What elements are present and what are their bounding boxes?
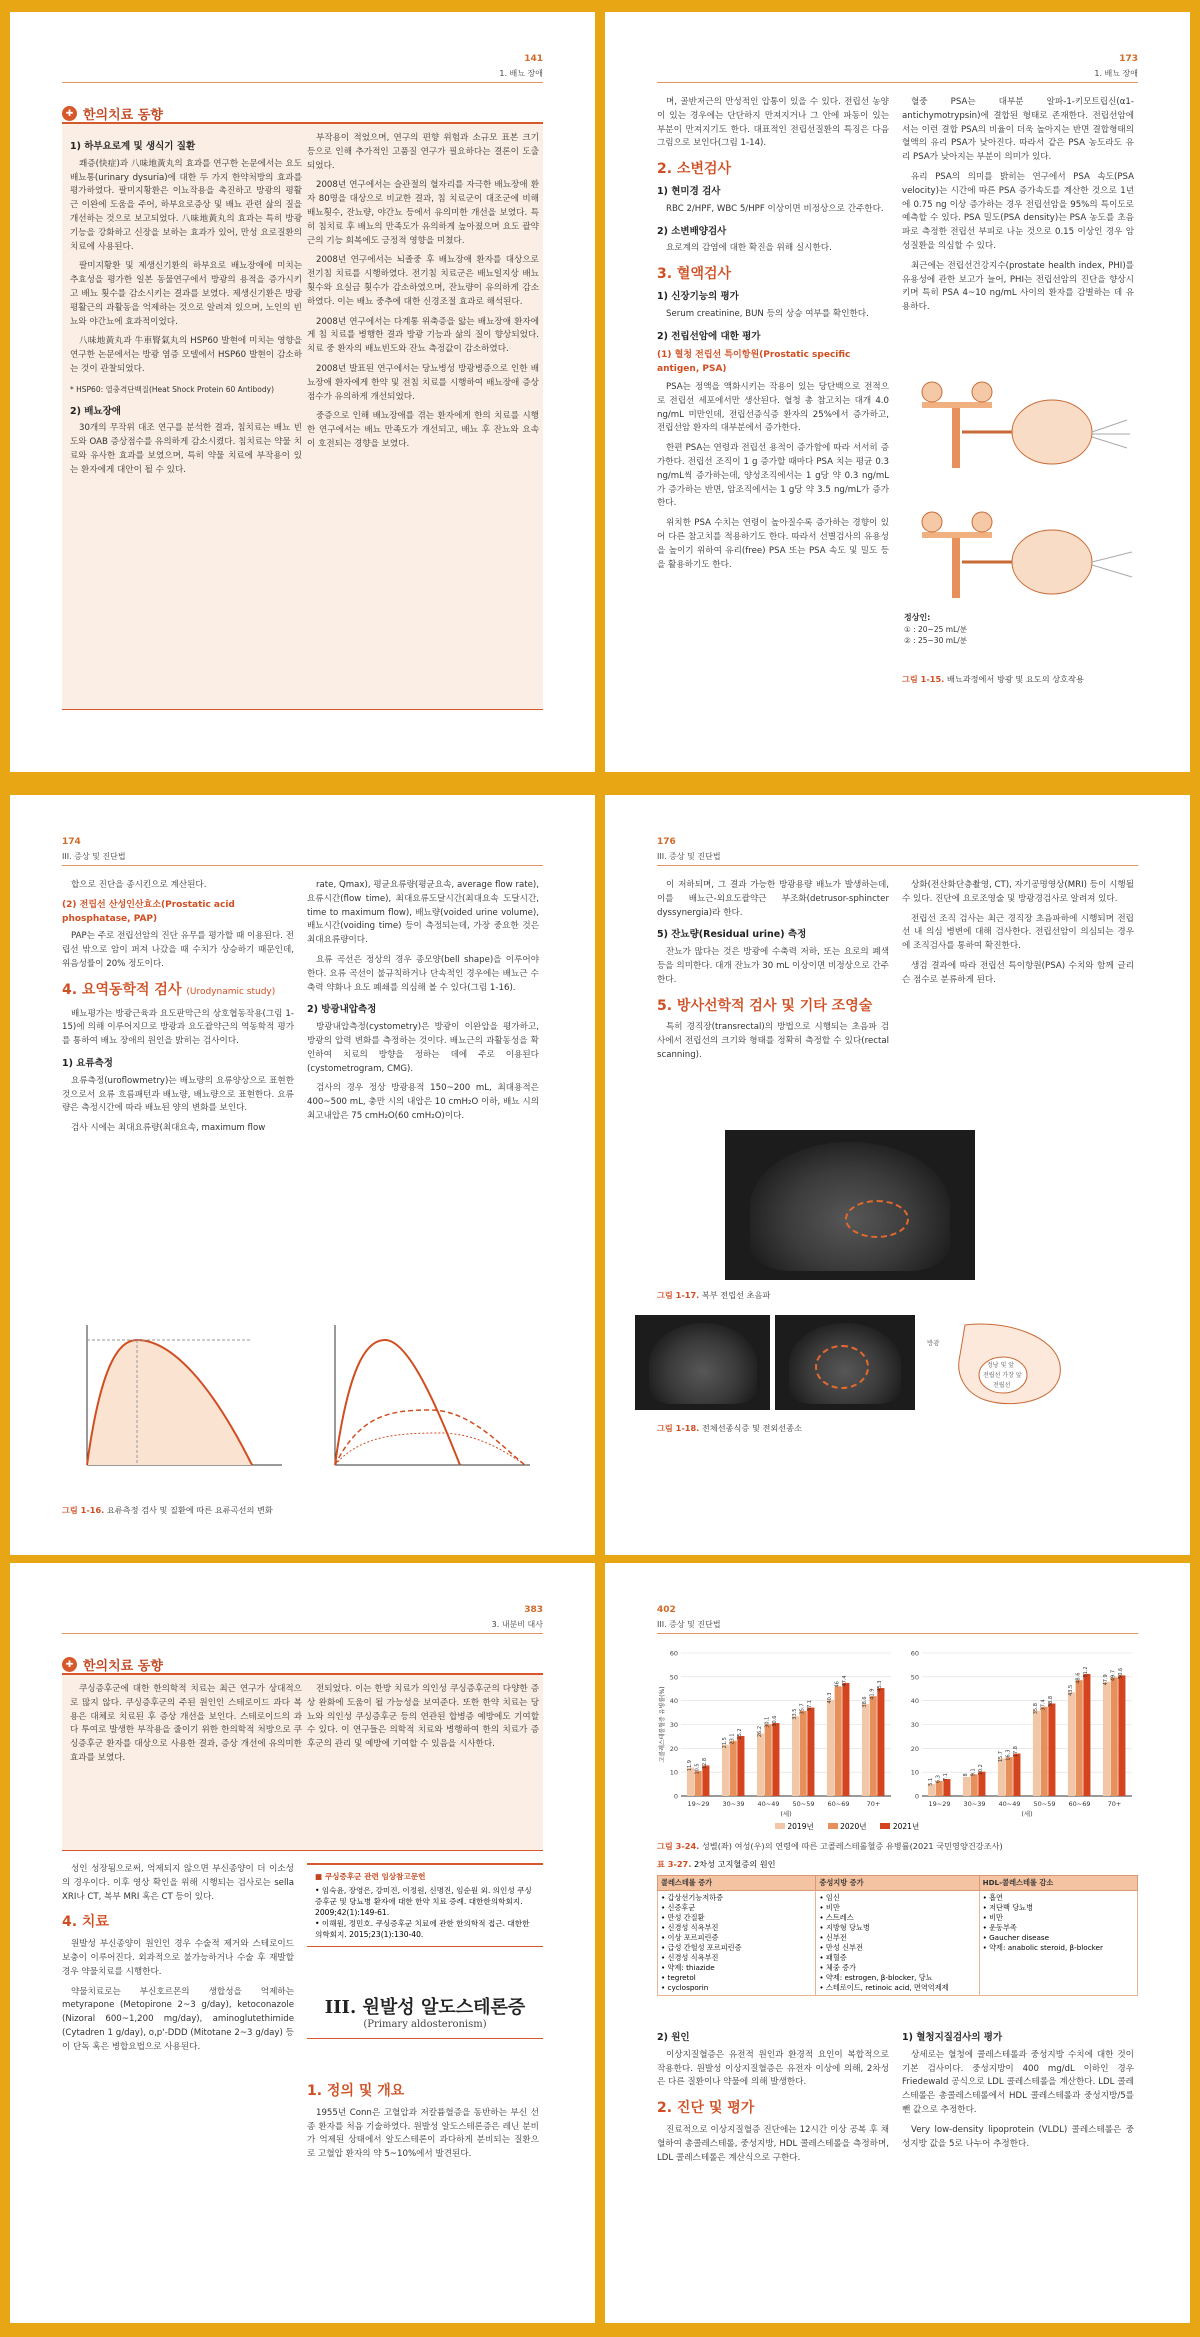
paragraph: 중증으로 인해 배뇨장애를 겪는 환자에게 한의 치료를 시행한 연구에서는 배뇨 만족도가 개선되고, 배뇨 후 잔뇨와 요속이 호전되는 경향을 보였다. [307,411,539,449]
subsection-heading: 2) 소변배양검사 [657,225,727,237]
data-label: 5.1 [927,1777,934,1786]
legend-swatch [880,1823,890,1829]
data-label: 10.5 [694,1763,701,1775]
data-label: 37.1 [807,1700,814,1712]
bar [800,1711,807,1796]
paragraph: 부작용이 적었으며, 연구의 편향 위험과 소규모 표본 크기 등으로 인해 추가적인 고품질 연구가 필요하다는 결론이 도출되었다. [307,133,539,171]
figure-caption [62,1505,273,1516]
page-number: 402 [657,1605,676,1615]
box-title-text: 한의치료 동향 [83,1659,163,1674]
paragraph: 며, 골반저근의 만성적인 압통이 있을 수 있다. 전립선 농양이 있는 경우에는 단단하지 만져지거나 그 안에 파동이 있는 부분이 만져지기도 한다. 대표적인 전립선질환의 특징은 다음 그림으로 보인다(그림 1-14). [657,97,889,149]
reference-box [307,1863,543,1947]
subsubsection-heading: (1) 혈청 전립선 특이항원(Prostatic specific antigen, PSA) [657,350,851,375]
paragraph: Very low-density lipoprotein (VLDL) 콜레스테롤은 중성지방 값을 5로 나누어 추정한다. [902,2124,1134,2149]
uroflow-curve [62,1315,287,1490]
y-tick-label: 30 [669,1721,678,1729]
running-header: 1. 배뇨 장애 [499,69,543,78]
heading-english: (Urodynamic study) [186,986,276,997]
data-label: 25.2 [737,1728,744,1740]
annotation-ring [845,1200,909,1238]
bar-chart-male [657,1643,897,1818]
bar [862,1704,869,1796]
data-label: 30.6 [772,1715,779,1727]
caption-text: 배뇨과정에서 방광 및 요도의 상호작용 [946,674,1084,684]
data-label: 37.4 [1040,1699,1047,1711]
x-tick-label: 19~29 [928,1800,951,1808]
section-heading: 1) 하부요로계 및 생식기 질환 [70,141,196,152]
table-cell: • 임신 • 비만 • 스트레스 • 지방형 당뇨병 • 신부전 • 만성 신부전 • 패혈증 • 체중 증가 • 약제: estrogen, β-blocker, 당뇨 • 스테로이드, retinoic acid, 면역억제제 [816,1891,979,1996]
y-tick-label: 60 [669,1649,678,1658]
flow-pattern-chart [310,1315,540,1490]
x-tick-label: 50~59 [792,1800,815,1808]
paragraph: 30개의 무작위 대조 연구를 분석한 결과, 침치료는 배뇨 빈도와 OAB 증상점수를 유의하게 감소시켰다. 침치료는 약물 치료와 유사한 효과를 보였으며, 특히 약물 치료에 부작용이 있는 환자에게 대안이 될 수 있다. [70,423,302,475]
label-seminal: 정낭 및 앞 [987,1362,1014,1369]
paragraph: 요로계의 감염에 대한 확진을 위해 실시한다. [666,243,832,254]
box-title [62,1655,163,1674]
data-label: 35.8 [1032,1703,1039,1715]
right-column [902,96,1134,346]
data-label: 12.8 [702,1757,709,1770]
y-tick-label: 60 [910,1649,919,1658]
data-label: 23.1 [729,1733,736,1745]
subsection-heading: (2) 전립선 산성인산효소(Prostatic acid phosphatase, PAP) [62,899,235,924]
bar [1013,1754,1020,1796]
bar [1111,1678,1118,1796]
section-heading: 4. 치료 [62,1914,109,1931]
left-column [657,2023,889,2303]
paragraph: 원발성 부신종양이 원인인 경우 수술적 제거와 스테로이드 보충이 이루어진다. 외과적으로 불가능하거나 수술 후 재발할 경우 약물치료를 시행한다. [62,1939,294,1977]
y-tick-label: 50 [910,1673,919,1682]
right-column [307,879,539,1299]
paragraph: 성인 성장됨으로써, 억제되지 않으면 부신종양이 더 이소성 의 경우이다. 이후 영상 확인을 위해 시행되는 검사로는 sella XRI나 CT, 복부 MRI 혹은 CT 등이 있다. [62,1864,294,1902]
x-tick-label: 40~49 [757,1800,780,1808]
causes-table [657,1875,1138,1996]
caption-text: 성별(좌) 여성(우)의 연령에 따른 고콜레스테롤혈증 유병률(2021 국민영양건강조사) [701,1841,1003,1851]
ultrasound-image-3 [775,1315,915,1410]
y-tick-label: 20 [910,1744,919,1753]
header-rule [62,1633,543,1634]
y-tick-label: 50 [669,1673,678,1682]
table-title: 2차성 고지혈증의 원인 [693,1859,776,1869]
paragraph: 검사 시에는 최대요류량(최대요속, maximum flow [71,1123,266,1134]
page-176 [605,795,1190,1555]
data-label: 47.4 [842,1675,849,1687]
paragraph: 생검 결과에 따라 전립선 특이항원(PSA) 수치와 함께 글리슨 점수로 분류하게 된다. [902,960,1134,985]
data-label: 6.3 [935,1775,942,1783]
page-174 [10,795,595,1555]
y-tick-label: 40 [669,1697,678,1706]
reference-item: • 이해원, 정민호. 쿠싱증후군 치료에 관한 한의학적 접근. 대한한의학회지. 2015;23(1):130-40. [315,1919,530,1939]
bar [730,1741,737,1796]
running-header: III. 증상 및 진단법 [657,852,721,861]
running-header: III. 증상 및 진단법 [657,1620,721,1629]
bar [792,1716,799,1796]
data-label: 17.8 [1013,1746,1020,1758]
bar [1103,1682,1110,1796]
figure-caption [657,1841,1003,1852]
data-label: 46 [834,1681,841,1688]
bar [737,1736,744,1796]
legend-item [828,1821,867,1832]
table-cell: • 흡연 • 저단백 당뇨병 • 비만 • 운동부족 • Gaucher disease • 약제: anabolic steroid, β-blocker [979,1891,1137,1996]
bar [1118,1675,1125,1796]
paragraph: 배뇨평가는 방광근육과 요도판막근의 상호협동작용(그림 1-15)에 의해 이루어지므로 방광과 요도괄약근의 역동학적 평가를 통하여 배뇨 장애의 원인을 밝히는 검사이다. [62,1008,294,1047]
reference-title: ■ 쿠싱증후군 관련 임상참고문헌 [315,1872,426,1881]
header-rule [62,865,543,866]
box-right-column [307,1683,539,1838]
legend-item [775,1821,814,1832]
paragraph: 요류측정(uroflowmetry)는 배뇨량의 요류양상으로 표현한 것으로서 요류 흐름패턴과 배뇨량, 배뇨량으로 표현한다. 요류량은 측정시간에 따라 배뇨된 양의 변화를 보인다. [62,1075,294,1114]
data-label: 21.5 [721,1737,728,1749]
data-label: 45.3 [877,1680,884,1692]
data-label: 33.5 [791,1708,798,1720]
x-axis-label: (세) [780,1810,792,1818]
x-tick-label: 40~49 [998,1800,1021,1808]
page-141 [10,12,595,772]
header-rule [657,865,1138,866]
subsection-heading: 1) 신장기능의 평가 [657,290,739,302]
bar [1048,1704,1055,1796]
left-column [657,879,889,1119]
page-number: 174 [62,837,81,847]
chapter-title-text: III. 원발성 알도스테론증 [324,1997,526,2018]
data-label: 30.1 [764,1716,771,1728]
data-label: 16.3 [1005,1749,1012,1761]
bar [757,1734,764,1796]
data-label: 48.6 [1075,1672,1082,1684]
data-label: 15.7 [997,1751,1004,1763]
x-tick-label: 30~39 [722,1800,745,1808]
data-label: 51.2 [1083,1666,1090,1678]
bladder-figure [902,362,1138,662]
running-header: 1. 배뇨 장애 [1094,69,1138,78]
data-label: 43.5 [1067,1684,1074,1696]
box-left-column [70,1683,302,1838]
data-label: 41.9 [869,1688,876,1700]
paragraph: 요류 곡선은 정상의 경우 종모양(bell shape)을 이루어야 한다. 요류 곡선이 불규칙하거나 단속적인 경우에는 배뇨근 수축력 약화나 요도 폐쇄를 의심해 볼 수 있다(그림 1-16). [307,954,539,993]
caption-text: 요류측정 검사 및 질환에 따른 요류곡선의 변화 [106,1505,273,1515]
bar [765,1724,772,1796]
page-402 [605,1563,1190,2323]
paragraph: 특히 경직장(transrectal)의 방법으로 시행되는 초음파 검사에서 전립선의 크기와 형태를 정확히 측정할 수 있다(rectal scanning). [657,1022,889,1060]
y-tick-label: 30 [910,1721,919,1729]
legend-swatch [828,1823,838,1829]
paragraph: 쿠싱증후군에 대한 한의학적 치료는 최근 연구가 상대적으로 많지 않다. 쿠싱증후군의 주된 원인인 스테로이드 과다 복용은 대체로 치료된 후 증상 개선을 보인다. 스테로이드의 과다 투여로 발생한 부작용을 줄이기 위한 한의학적 처방으로 쿠싱증후군 환자를 대상으로 사용한 결과, 증상 개선에 유의미한 효과를 보였다. [70,1684,302,1763]
header-rule [62,82,543,83]
header-rule [657,82,1138,83]
legend-label: 2019년 [787,1822,814,1831]
data-label: 35.7 [799,1703,806,1715]
table-header: HDL-콜레스테롤 감소 [979,1876,1137,1891]
page-173 [605,12,1190,772]
section-heading: 2. 소변검사 [657,161,732,178]
footnote: * HSP60: 열충격단백질(Heat Shock Protein 60 Antibody) [70,384,275,394]
data-label: 49.7 [1110,1669,1117,1682]
figure-caption [657,1290,770,1301]
y-tick-label: 20 [669,1744,678,1753]
paragraph: 상세로는 혈청에 콜레스테롤과 중성지방 수치에 대한 것이 기본 검사이다. 중성지방이 400 mg/dL 이하인 경우 Friedewald 공식으로 LDL 콜레스테롤을 계산한다. LDL 콜레스테롤은 총콜레스테롤에서 HDL 콜레스테롤과 중성지방/5를 뺀 값으로 추정한다. [902,2049,1134,2115]
paragraph: 2008년 발표된 연구에서는 당뇨병성 방광병증으로 인한 배뇨장애 환자에게 한약 및 전침 치료를 시행하여 배뇨장애 증상 점수가 유의하게 개선되었다. [307,363,539,402]
paragraph: Serum creatinine, BUN 등의 상승 여부를 확인한다. [666,308,869,319]
paragraph: 잔뇨가 많다는 것은 방광에 수축력 저하, 또는 요로의 폐색 등을 의미한다. 대개 잔뇨가 30 mL 이상이면 비정상으로 간주한다. [657,947,889,985]
subsection-heading: 1) 요류측정 [62,1057,113,1069]
subsection-heading: 2) 원인 [657,2032,690,2043]
x-axis-label: (세) [1021,1810,1033,1818]
annotation-ring [815,1345,869,1389]
header-rule [657,1633,1138,1634]
legend-label: 2021년 [892,1822,920,1831]
bar [1068,1692,1075,1796]
section-heading: 2. 진단 및 평가 [657,2100,755,2117]
subsection-heading: 5) 잔뇨량(Residual urine) 측정 [657,929,807,941]
paragraph: 2008년 연구에서는 뇌졸중 후 배뇨장애 환자를 대상으로 전기침 치료를 시행하였다. 전기침 치료군은 배뇨일지상 배뇨 횟수와 요실금 횟수가 감소하였으며, 잔뇨량이 유의하게 감소하였다. 이는 배뇨 중추에 대한 신경조절 효과로 해석된다. [307,255,539,307]
paragraph: 전되었다. 이는 한방 치료가 의인성 쿠싱증후군의 다양한 증상 완화에 도움이 될 가능성을 보여준다. 또한 한약 치료는 당뇨와 의인성 쿠싱증후군 등의 연관된 합병증 예방에도 기여할 수 있다. 이 연구들은 의학적 치료와 병행하여 한의 치료가 증후군의 관리 및 예방에 기여할 수 있음을 시사한다. [307,1684,539,1750]
legend-label: 2020년 [840,1822,867,1831]
paragraph: 위치한 PSA 수치는 연령이 높아질수록 증가하는 경향이 있어 다른 참고치를 적용하기도 한다. 따라서 선별검사의 유용성을 높이기 위하여 유리(free) PSA 또는 PSA 속도 및 밀도 등을 활용하기도 한다. [657,518,889,570]
bar [1033,1711,1040,1796]
page-number: 383 [524,1605,543,1615]
table-header: 중성지방 증가 [816,1876,979,1891]
paragraph: 약물치료로는 부신호르몬의 생합성을 억제하는 metyrapone (Metopirone 2~3 g/day), ketoconazole (Nizoral 600~1,200 mg/day), aminoglutethimide (Cytadren 1 g/day), o,p'-DDD (Mitotane 2~3 g/day) 등이 단독 혹은 병합요법으로 사용된다. [62,1986,294,2052]
table-label: 표 3-27. [657,1859,692,1869]
data-label: 38.8 [1048,1695,1055,1708]
bar [1041,1707,1048,1796]
paragraph: 혈중 PSA는 대부분 알파-1-키모트립신(α1-antichymotrypsin)에 결합된 형태로 존재한다. 전립선암에서는 이런 결합 PSA의 비율이 더욱 높아지는 반면 결합형태의 혈액의 유리 PSA가 낮아진다. 따라서 같은 PSA 농도라도 유리 PSA가 낮아지는 부분이 의미가 있다. [902,97,1134,163]
bar [1006,1757,1013,1796]
paragraph: 1955년 Conn은 고혈압과 저칼륨혈증을 동반하는 부신 선종 환자를 처음 기술하였다. 원발성 알도스테론증은 레닌 분비가 억제된 상태에서 알도스테론이 과다하게 분비되는 질환으로 고혈압 환자의 약 5~10%에서 발견된다. [307,2107,539,2160]
page-number: 176 [657,837,676,847]
left-column [62,1863,294,2303]
data-label: 9.1 [970,1768,977,1777]
prostate-diagram [925,1315,1075,1415]
figure-legend-1: ① : 20~25 mL/분 [904,625,968,634]
legend-swatch [775,1823,785,1829]
bar-chart-female [898,1643,1138,1818]
paragraph: 한편 PSA는 연령과 전립선 용적이 증가함에 따라 서서히 증가한다. 전립선 조직이 1 g 증가할 때마다 PSA 치는 평균 0.3 ng/mL씩 증가하는데, 양성조직에서는 1 g당 약 0.3 ng/mL가 증가하는 반면, 암조직에서는 1 g당 약 3.5 ng/mL가 증가한다. [657,443,889,509]
right-column [902,2023,1134,2303]
paragraph: 합으로 진단을 종시킨으로 계산된다. [71,880,207,890]
chart-legend [775,1821,919,1832]
bar [827,1700,834,1796]
box-title-text: 한의치료 동향 [83,108,163,123]
bar [877,1688,884,1796]
caption-label: 그림 1-16. [62,1505,105,1515]
figure-caption [657,1423,802,1434]
paragraph: 유리 PSA의 의미를 밝히는 연구에서 PSA 속도(PSA velocity)는 시간에 따른 PSA 증가속도를 계산한 것으로 1년에 0.75 ng 이상 증가하는 경우 전립선암을 95%의 특이도로 예측할 수 있다. PSA 밀도(PSA density)는 PSA 농도를 초음파로 측정한 전립선 부피로 나눈 것으로 0.15 이상인 경우 암성질환을 의심할 수 있다. [902,171,1134,251]
x-tick-label: 50~59 [1033,1800,1056,1808]
subsection-heading: 1) 혈청지질검사의 평가 [902,2032,1003,2043]
heading-text: 4. 요역동학적 검사 [62,981,182,998]
caption-text: 복부 전립선 초음파 [701,1290,771,1300]
reference-item: • 임숙윤, 장영은, 강미진, 이정원, 신명진, 임순원 외. 의인성 쿠싱증후군 및 당뇨병 환자에 대한 한약 치료 증례. 대한한의학회지. 2009;42(1):149-61. [315,1886,532,1917]
caption-label: 그림 1-15. [902,674,945,684]
ultrasound-image-2 [635,1315,770,1410]
section-heading: 2) 배뇨장애 [70,405,121,417]
page-383 [10,1563,595,2323]
paragraph: 이상지질혈증은 유전적 원인과 환경적 요인이 복합적으로 작용한다. 원발성 이상지질혈증은 유전자 이상에 의해, 2차성은 다른 질환이나 약물에 의해 발생한다. [657,2049,889,2088]
table-header: 콜레스테롤 증가 [658,1876,816,1891]
table-caption [657,1859,776,1870]
chapter-title-english: (Primary aldosteronism) [363,2019,487,2030]
figure-caption [902,674,1084,685]
bar [870,1696,877,1796]
paragraph: PSA는 정액을 액화시키는 작용이 있는 당단백으로 전적으로 전립선 세포에서만 생산된다. 혈청 총 참고치는 대개 4.0 ng/mL 미만인데, 전립선증식증 환자의 25%에서 증가하고, 전립선암 환자의 대부분에서 증가한다. [657,381,889,434]
table-cell: • 갑상선기능저하증 • 신증후군 • 만성 간질환 • 신경성 식욕부진 • 이상 포르피린증 • 급성 간헐성 포르피린증 • 신경성 식욕부진 • 약제: thiazide • tegretol • cyclosporin [658,1891,816,1996]
bar [1076,1680,1083,1796]
chapter-title [307,1993,543,2039]
running-header: III. 증상 및 진단법 [62,852,126,861]
medicine-icon: ✚ [62,1657,77,1672]
caption-label: 그림 1-18. [657,1423,700,1433]
subsection-heading: 2) 방광내압측정 [307,1004,377,1016]
y-tick-label: 40 [910,1697,919,1706]
left-column [62,879,294,1299]
data-label: 38.6 [861,1696,868,1708]
data-label: 10.2 [978,1764,985,1776]
paragraph: 상화(전산화단층촬영, CT), 자기공명영상(MRI) 등이 시행될 수 있다. 진단에 요로조영술 및 방광경검사로 알려져 있다. [902,880,1134,904]
bar [702,1765,709,1796]
right-column [902,879,1134,1119]
box-title [62,104,163,123]
paragraph: 진료적으로 이상지질혈증 진단에는 12시간 이상 공복 후 채혈하여 총콜레스테롤, 중성지방, HDL 콜레스테롤을 측정하며, LDL 콜레스테롤은 계산식으로 구한다. [657,2124,889,2163]
page-number: 173 [1119,54,1138,64]
y-tick-label: 0 [673,1792,678,1801]
paragraph: 이 저하되며, 그 결과 가능한 방광용량 배뇨가 발생하는데, 이를 배뇨근-외요도괄약근 부조화(detrusor-sphincter dyssynergia)라 한다. [657,880,889,918]
bar [842,1683,849,1796]
label-prostate-front: 전립선 가장 앞 [983,1372,1022,1379]
subsection-heading: 2) 전립선암에 대한 평가 [657,330,761,342]
data-label: 11.9 [686,1760,693,1772]
y-tick-label: 10 [910,1768,919,1777]
y-tick-label: 0 [914,1792,919,1801]
x-tick-label: 19~29 [687,1800,710,1808]
causes-table-wrap [657,1875,1138,1996]
bar [772,1723,779,1796]
left-column [657,96,889,736]
section-heading [62,981,294,1000]
x-tick-label: 60~69 [1068,1800,1091,1808]
data-label: 7.1 [943,1773,950,1782]
bar [1083,1674,1090,1796]
y-tick-label: 10 [669,1768,678,1777]
bar [971,1774,978,1796]
paragraph: 八味地黃丸과 牛車腎氣丸의 HSP60 발현에 미치는 영향을 연구한 논문에서는 방광 염증 모델에서 HSP60 발현이 감소하는 것이 관찰되었다. [70,336,302,374]
label-prostate: 전립선 [993,1382,1011,1389]
label-bladder: 방광 [927,1339,940,1347]
caption-label: 그림 3-24. [657,1841,700,1851]
x-tick-label: 60~69 [827,1800,850,1808]
paragraph: 쾌증(快症)과 八味地黃丸의 효과를 연구한 논문에서는 요도 배뇨통(urinary dysuria)에 대한 두 가지 한약처방의 효과를 평가하였다. 팔미지황환은 이뇨작용을 촉진하고 방광의 평활근 이완에 도움을 주어, 하부요로증상 및 배뇨 관련 삶의 질을 개선하는 것으로 보고되었다. 八味地黃丸의 효과는 특히 방광 기능을 강화하고 신장을 보하는 효과가 있어, 만성 요로질환의 치료에 사용된다. [70,158,302,252]
caption-label: 그림 1-17. [657,1290,700,1300]
section-heading: 1. 정의 및 개요 [307,2083,405,2099]
x-tick-label: 70+ [1107,1800,1122,1808]
y-axis-label: 고콜레스테롤혈증 유병률(%) [659,1686,666,1763]
legend-item [880,1821,919,1832]
caption-text: 전체선종식증 및 전외선종소 [701,1423,803,1433]
bar [998,1759,1005,1796]
paragraph: 검사의 경우 정상 방광용적 150~200 mL, 최대용적은 400~500 mL, 충만 시의 내압은 10 cmH₂O 이하, 배뇨 시의 최고내압은 75 cmH₂O(60 cmH₂O)이다. [307,1083,539,1121]
ultrasound-image-1 [725,1130,975,1280]
data-label: 8 [962,1773,969,1777]
paragraph: 2008년 연구에서는 슬관절의 혈자리를 자극한 배뇨장애 환자 80명을 대상으로 비교한 결과, 침 치료군이 대조군에 비해 배뇨횟수, 잔뇨량, 야간뇨 등에서 유의미한 개선을 보였다. 특히 침치료 후 배뇨의 만족도가 유의하게 높아졌으며 요도 괄약근의 기능 회복에도 긍정적 영향을 미쳤다. [307,180,539,246]
running-header: 3. 내분비 대사 [491,1620,543,1629]
x-tick-label: 70+ [866,1800,881,1808]
paragraph: 2008년 연구에서는 다계통 위축증을 앓는 배뇨장애 환자에게 침 치료를 병행한 결과 방광 기능과 삶의 질이 향상되었다. 치료 중 환자의 배뇨빈도와 잔뇨 측정값이 감소하였다. [307,316,539,355]
data-label: 26.2 [756,1725,763,1738]
balance-scale-2 [922,512,1132,598]
paragraph: rate, Qmax), 평균요류량(평균요속, average flow rate), 요류시간(flow time), 최대요류도달시간(최대요속 도달시간, time to maximum flow), 배뇨량(voided urine volume), 배뇨시간(voiding time) 등이 측정되는데, 가장 중요한 것은 최대요류량이다. [307,880,539,946]
paragraph: RBC 2/HPF, WBC 5/HPF 이상이면 비정상으로 간주한다. [666,203,884,214]
data-label: 47.9 [1102,1674,1109,1686]
data-label: 40.3 [826,1692,833,1704]
figure-legend-2: ② : 25~30 mL/분 [904,636,968,645]
paragraph: 전립선 조직 검사는 최근 경직장 초음파하에 시행되며 전립선 내 의심 병변에 대해 검사한다. 전립선암이 의심되는 경우에 조직검사를 통하여 확진한다. [902,913,1134,952]
x-tick-label: 30~39 [963,1800,986,1808]
bar [963,1777,970,1796]
section-heading: 3. 혈액검사 [657,266,732,283]
medicine-icon: ✚ [62,106,77,121]
bar [835,1686,842,1796]
left-column [70,132,302,484]
data-label: 50.6 [1118,1667,1125,1679]
subsection-heading: 1) 현미경 검사 [657,185,721,197]
bar [722,1745,729,1796]
title-divider [307,2038,543,2039]
figure-label: 정상인: [904,613,931,622]
page-number: 141 [524,54,543,64]
bar [807,1708,814,1796]
right-column [307,2073,539,2303]
paragraph: 팔미지황환 및 제생신기환의 하부요로 배뇨장애에 미치는 추효성을 평가한 일본 동물연구에서 방광의 용적을 증가시키고 배뇨 횟수를 감소시키는 결과를 보였다. 제생신기환은 방광 평활근의 과활동을 억제하는 것으로 알려져 있으며, 노인의 빈뇨와 야간뇨에 효과적이었다. [70,261,302,327]
right-column [307,132,539,458]
paragraph: PAP는 주로 전립선암의 진단 유무를 평가할 때 이용된다. 전립선 밖으로 암이 퍼져 나갔을 때 수치가 상승하기 때문인데, 위음성률이 20% 정도이다. [62,931,294,969]
paragraph: 방광내압측정(cystometry)은 방광이 이완압을 평가하고, 방광의 압력 변화를 측정하는 것이다. 배뇨근의 과활동성을 확인하여 치료의 방향을 정하는 데에 주로 이용된다(cystometrogram, CMG). [307,1022,539,1074]
section-heading: 5. 방사선학적 검사 및 기타 조영술 [657,997,873,1014]
balance-scale-1 [922,382,1130,468]
paragraph: 최근에는 전립선건강지수(prostate health index, PHI)를 유용성에 관한 보고가 늘어, PHI는 전립선암의 진단을 향상시키며 특히 PSA 4~10 ng/mL 사이의 환자를 감별하는 데 유용하다. [902,260,1134,313]
